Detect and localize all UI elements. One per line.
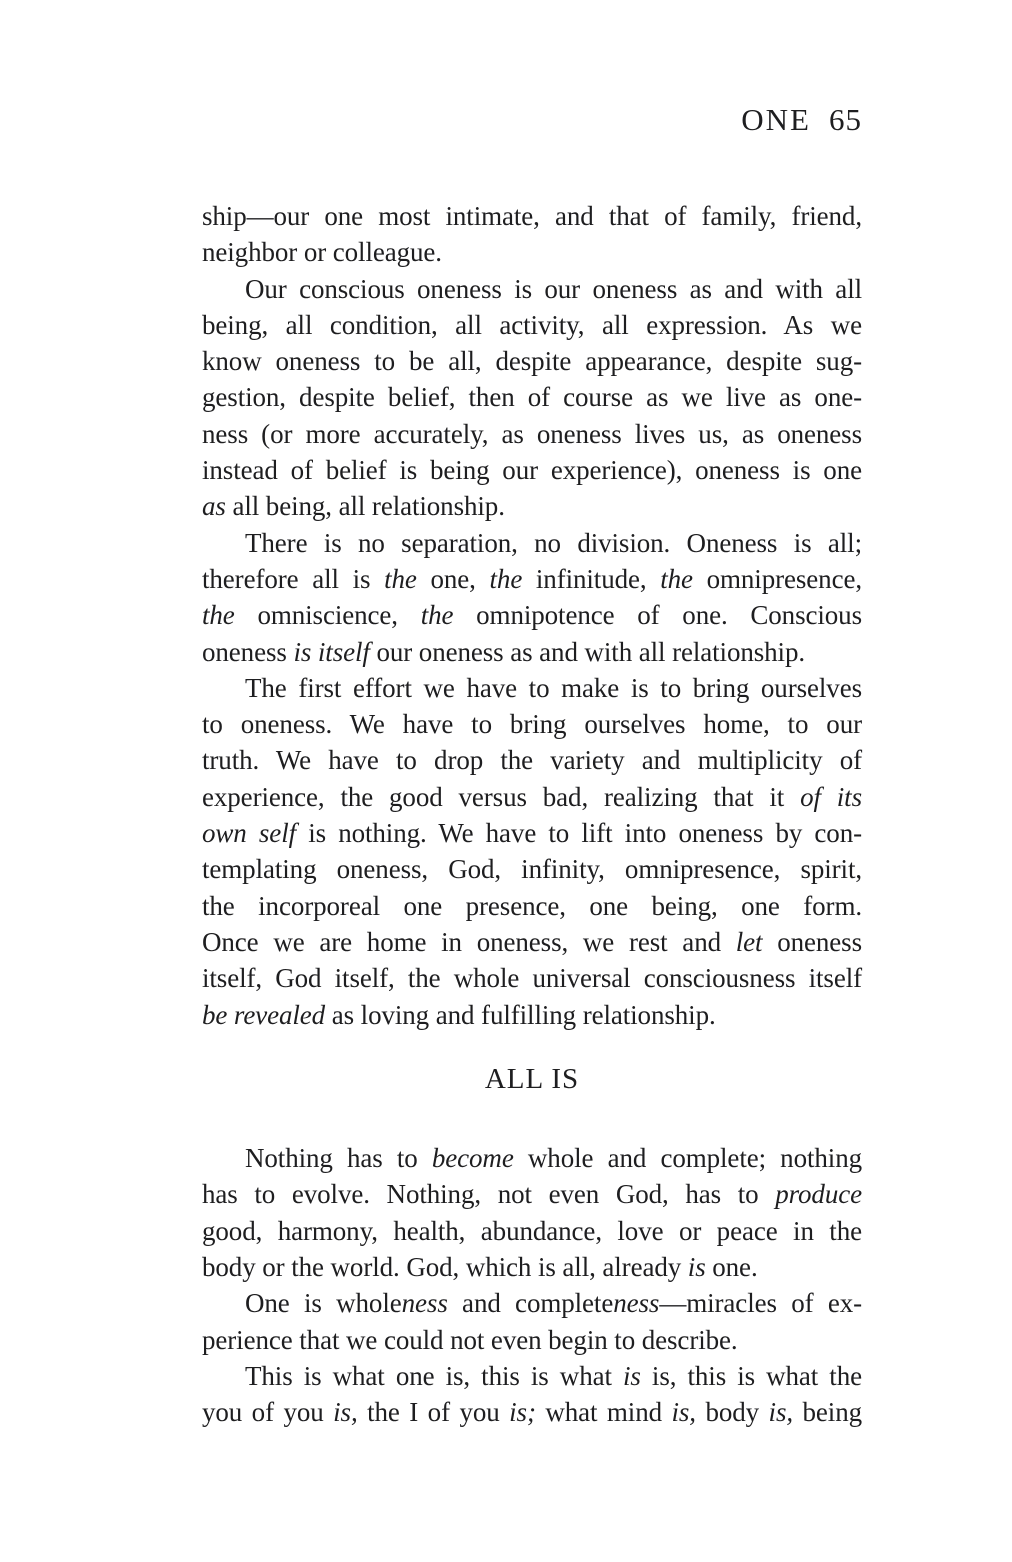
text-line: as all being, all relationship. bbox=[202, 491, 505, 522]
running-header bbox=[202, 102, 862, 138]
paragraph bbox=[202, 198, 862, 271]
text-line: to oneness. We have to bring ourselves home, to our bbox=[202, 709, 862, 740]
text-line: perience that we could not even begin to describe. bbox=[202, 1324, 738, 1355]
text-line: Nothing has to become whole and complete; nothing bbox=[245, 1143, 862, 1174]
text-line: experience, the good versus bad, realizing that it of its bbox=[202, 781, 862, 812]
paragraph bbox=[202, 1358, 862, 1431]
text-line: neighbor or colleague. bbox=[202, 237, 442, 268]
text-line: ness (or more accurately, as oneness lives us, as oneness bbox=[202, 418, 862, 449]
text-line: This is what one is, this is what is is, this is what the bbox=[245, 1360, 862, 1391]
text-line: itself, God itself, the whole universal consciousness itself bbox=[202, 963, 862, 994]
text-line: the omniscience, the omnipotence of one. Conscious bbox=[202, 600, 862, 631]
text-line: you of you is, the I of you is; what mind is, body is, being bbox=[202, 1397, 862, 1428]
paragraph bbox=[202, 670, 862, 1033]
text-line: ship—our one most intimate, and that of family, friend, bbox=[202, 201, 862, 231]
text-line: gestion, despite belief, then of course as we live as one- bbox=[202, 382, 862, 413]
text-block bbox=[202, 198, 862, 1431]
text-line: body or the world. God, which is all, already is one. bbox=[202, 1252, 758, 1283]
text-line: therefore all is the one, the infinitude, the omnipresence, bbox=[202, 563, 862, 594]
page-number: 65 bbox=[829, 102, 862, 137]
text-line: be revealed as loving and fulfilling relationship. bbox=[202, 999, 716, 1030]
text-line: instead of belief is being our experience), oneness is one bbox=[202, 455, 862, 486]
text-line: truth. We have to drop the variety and multiplicity of bbox=[202, 745, 862, 776]
text-line: know oneness to be all, despite appearance, despite sug- bbox=[202, 346, 862, 377]
text-line: Once we are home in oneness, we rest and let oneness bbox=[202, 926, 862, 957]
section-heading: ALL IS bbox=[484, 1062, 580, 1095]
text-line: templating oneness, God, infinity, omnipresence, spirit, bbox=[202, 854, 862, 885]
text-line: One is wholeness and completeness—miracles of ex- bbox=[245, 1288, 862, 1319]
paragraph bbox=[202, 1140, 862, 1285]
text-line: There is no separation, no division. Oneness is all; bbox=[245, 527, 862, 558]
text-line: has to evolve. Nothing, not even God, has to produce bbox=[202, 1179, 862, 1210]
text-line: Our conscious oneness is our oneness as and with all bbox=[245, 273, 862, 304]
text-line: The first effort we have to make is to bring ourselves bbox=[245, 672, 862, 703]
text-line: good, harmony, health, abundance, love or peace in the bbox=[202, 1215, 862, 1246]
text-line: being, all condition, all activity, all expression. As we bbox=[202, 309, 862, 340]
text-line: oneness is itself our oneness as and with all relationship. bbox=[202, 636, 806, 667]
paragraph bbox=[202, 1285, 862, 1358]
paragraph bbox=[202, 525, 862, 670]
text-line: the incorporeal one presence, one being, one form. bbox=[202, 890, 862, 921]
running-header-title: ONE bbox=[741, 102, 811, 137]
text-line: own self is nothing. We have to lift into oneness by con- bbox=[202, 818, 863, 849]
paragraph bbox=[202, 271, 862, 525]
